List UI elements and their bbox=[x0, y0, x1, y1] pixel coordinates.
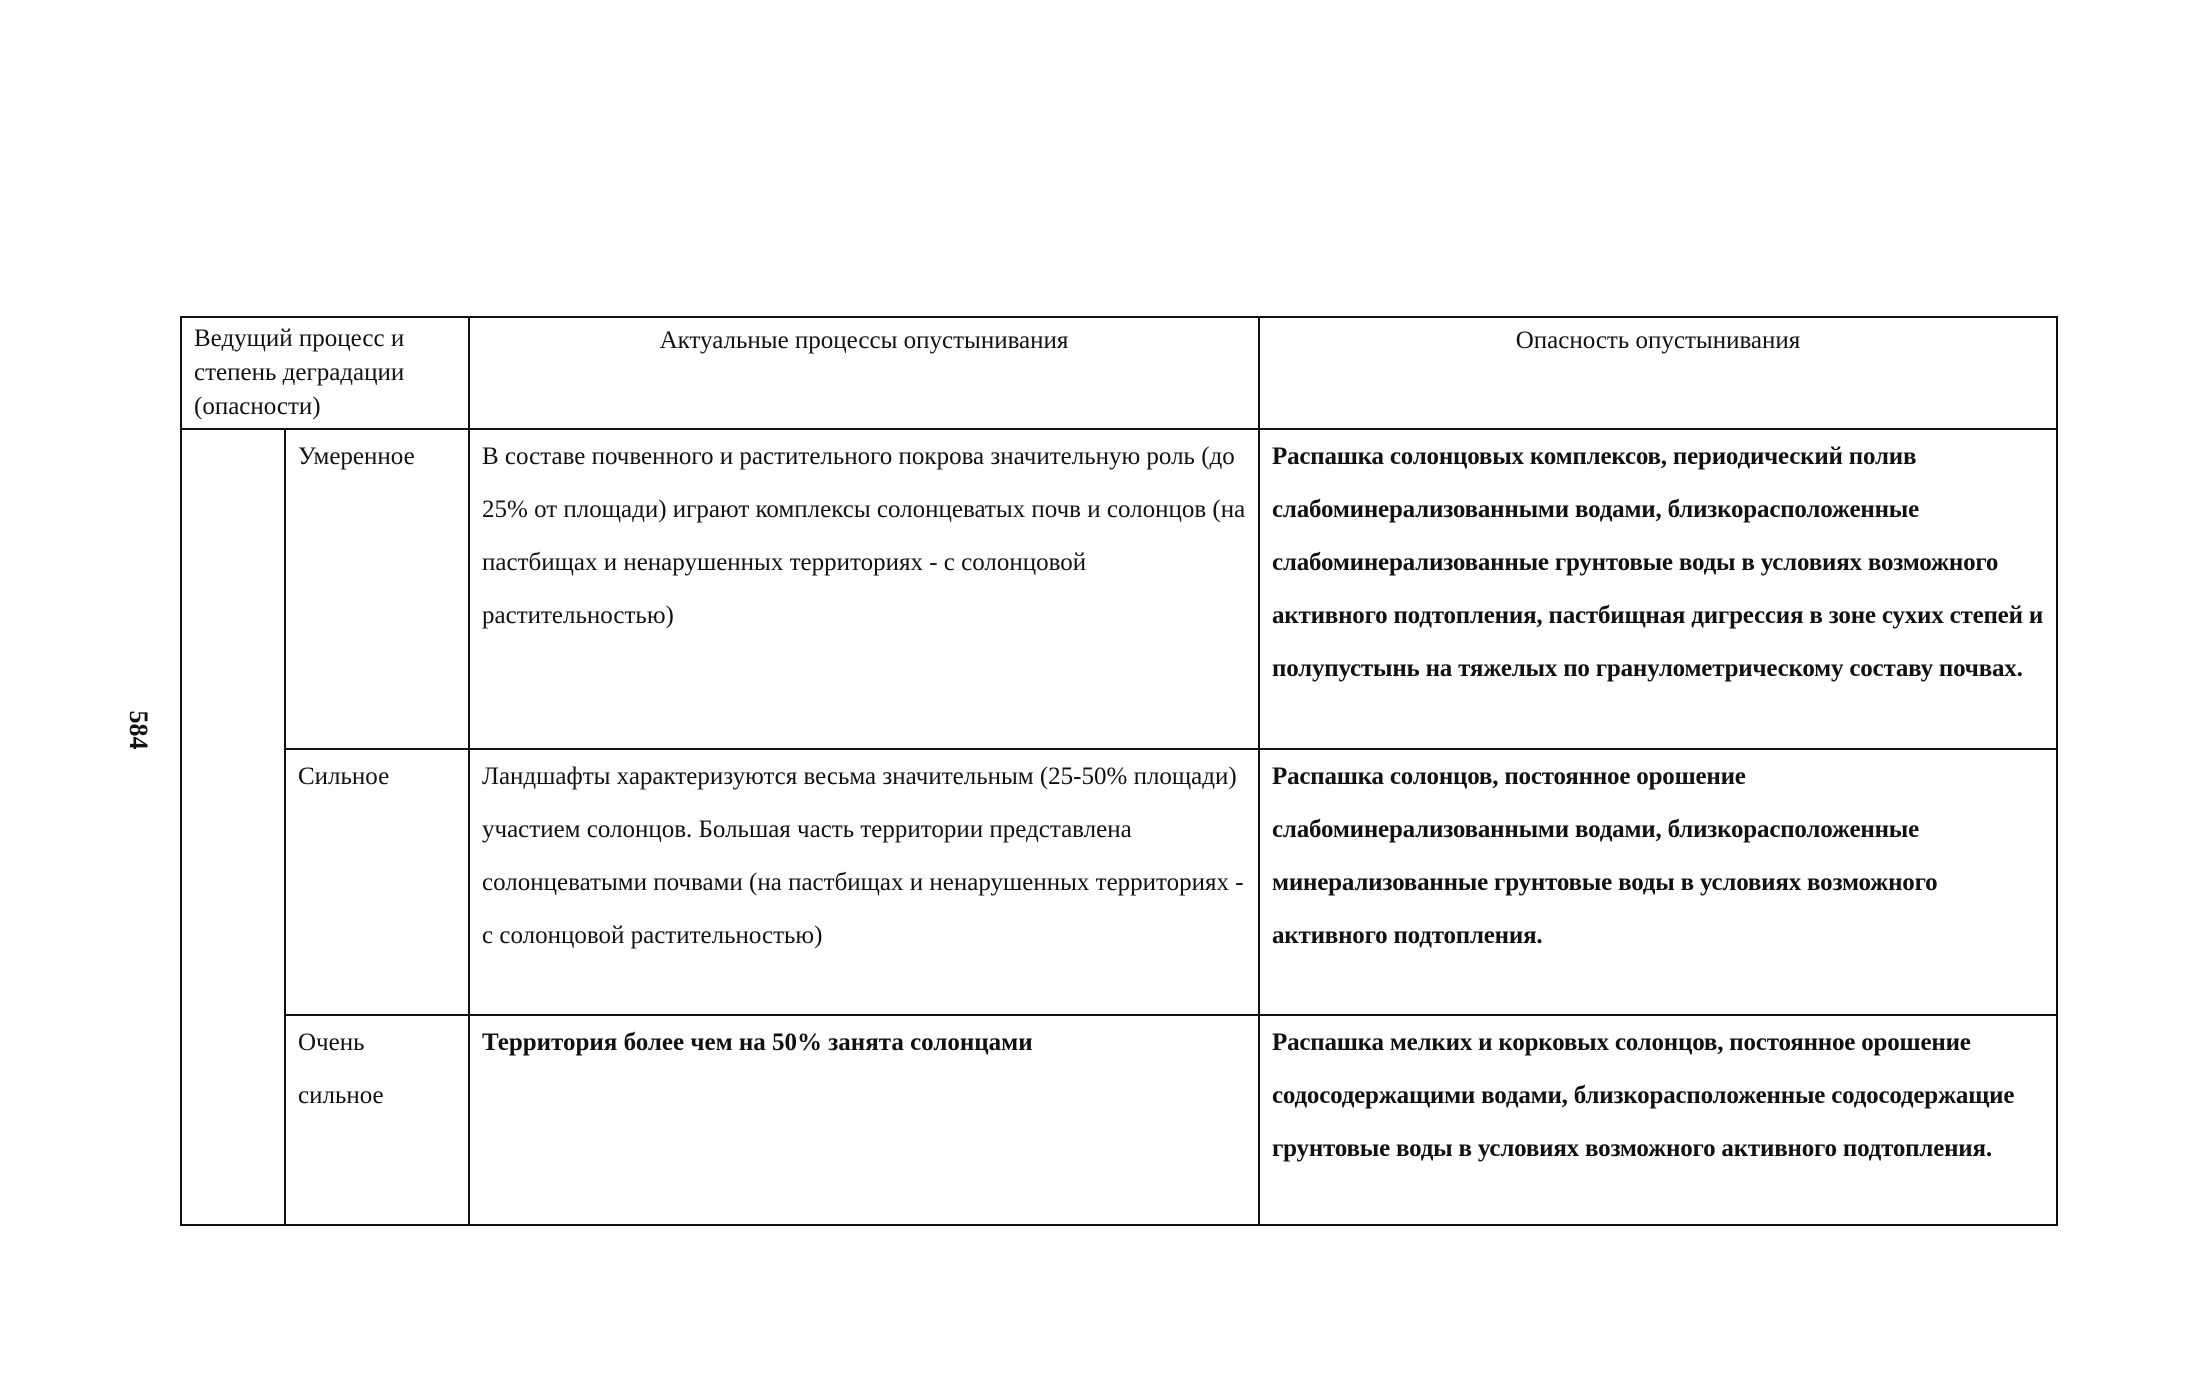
actual-processes-cell: Ландшафты характеризуются весьма значительным (25-50% площади) участием солонцов. Большая часть территории представлена солонцеватыми почвами (на пастбищах и ненарушенных территориях - с солонцовой растительностью) bbox=[469, 749, 1259, 1015]
table-row bbox=[181, 749, 2057, 1015]
danger-cell: Распашка солонцовых комплексов, периодический полив слабоминерализованными водами, близкорасположенные слабоминерализованные грунтовые воды в условиях возможного активного подтопления, пастбищная дигрессия в зоне сухих степей и полупустынь на тяжелых по гранулометрическому составу почвах. bbox=[1259, 429, 2057, 749]
danger-cell: Распашка солонцов, постоянное орошение слабоминерализованными водами, близкорасположенные минерализованные грунтовые воды в условиях возможного активного подтопления. bbox=[1259, 749, 2057, 1015]
process-group-cell bbox=[181, 429, 285, 1225]
table-row bbox=[181, 1015, 2057, 1225]
degree-cell: Очень сильное bbox=[285, 1015, 469, 1225]
degree-cell: Сильное bbox=[285, 749, 469, 1015]
header-desertification-danger: Опасность опустынивания bbox=[1259, 317, 2057, 429]
actual-processes-cell: В составе почвенного и растительного покрова значительную роль (до 25% от площади) играют комплексы солонцеватых почв и солонцов (на пастбищах и ненарушенных территориях - с солонцовой растительностью) bbox=[469, 429, 1259, 749]
table-header-row bbox=[181, 317, 2057, 429]
header-actual-processes: Актуальные процессы опустынивания bbox=[469, 317, 1259, 429]
danger-cell: Распашка мелких и корковых солонцов, постоянное орошение содосодержащими водами, близкорасположенные содосодержащие грунтовые воды в условиях возможного активного подтопления. bbox=[1259, 1015, 2057, 1225]
page-number: 584 bbox=[124, 710, 153, 750]
table-row bbox=[181, 429, 2057, 749]
desertification-table bbox=[180, 316, 2058, 1226]
actual-processes-cell: Территория более чем на 50% занята солонцами bbox=[469, 1015, 1259, 1225]
header-process-degree: Ведущий процесс и степень деградации (опасности) bbox=[181, 317, 469, 429]
degree-cell: Умеренное bbox=[285, 429, 469, 749]
